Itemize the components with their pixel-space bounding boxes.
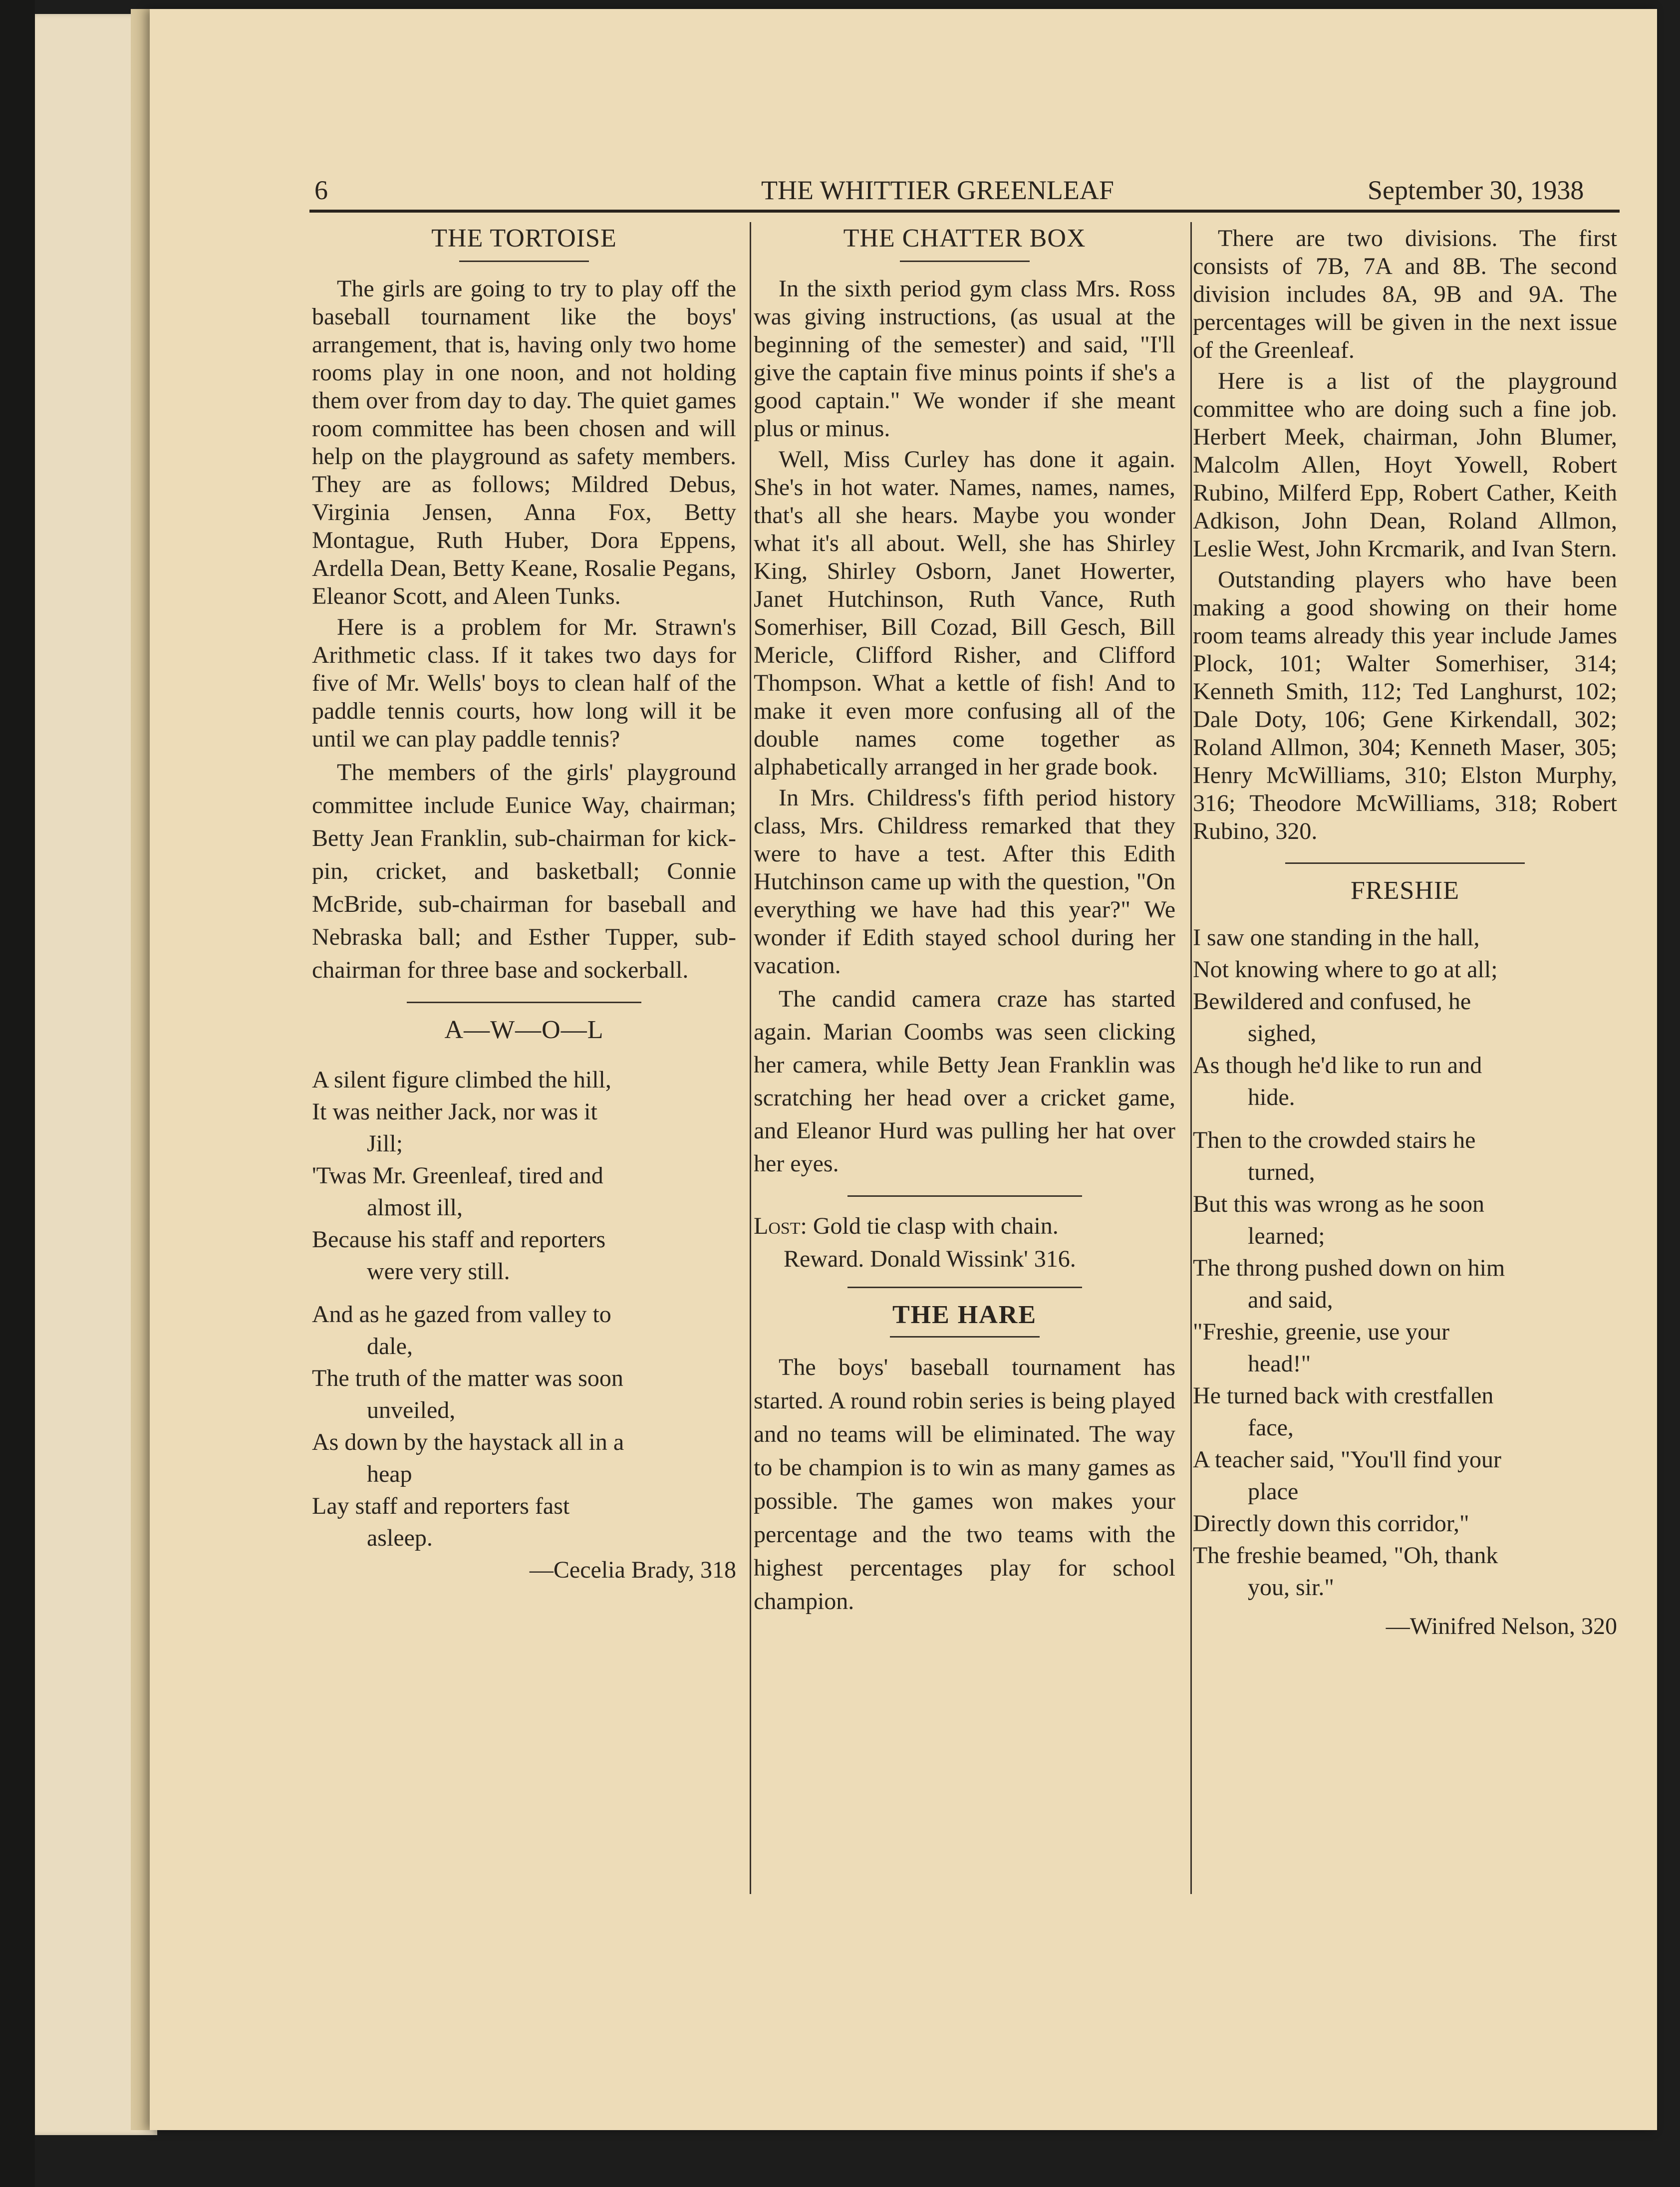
page-edge [131, 9, 151, 2130]
chatter-paragraph-4: The candid camera craze has started again. Marian Coombs was seen clicking her camera, while Betty Jean Franklin was scratching her head over a cricket game, and Eleanor Hurd was pulling her hat over her eyes. [754, 986, 1175, 1177]
page-number: 6 [314, 175, 328, 205]
chatter-box-heading: THE CHATTER BOX [843, 224, 1086, 253]
poem-line: Because his staff and reporters [312, 1226, 606, 1253]
poem-line: hide. [1248, 1084, 1295, 1110]
poem-line: But this was wrong as he soon [1193, 1191, 1484, 1217]
poem-line: almost ill, [367, 1194, 463, 1221]
paper-title: THE WHITTIER GREENLEAF [761, 175, 1114, 205]
page-header [165, 175, 1612, 210]
issue-date: September 30, 1938 [1368, 175, 1584, 205]
section-rule [847, 1287, 1082, 1288]
poem-line: A silent figure climbed the hill, [312, 1067, 611, 1093]
column-2 [754, 225, 1175, 1621]
column-3 [1193, 225, 1617, 1642]
poem-line: The freshie beamed, "Oh, thank [1193, 1542, 1498, 1569]
heading-rule [890, 1336, 1040, 1338]
poem-line: head!" [1248, 1351, 1311, 1377]
poem-line: The truth of the matter was soon [312, 1365, 623, 1391]
poem-line: and said, [1248, 1287, 1333, 1313]
poem-line: asleep. [367, 1525, 433, 1551]
hare-heading: THE HARE [892, 1301, 1037, 1329]
poem-line: As though he'd like to run and [1193, 1052, 1482, 1079]
chatter-paragraph-3: In Mrs. Childress's fifth period history class, Mrs. Childress remarked that they were to have a test. After this Edith Hutchinson came up with the question, "On everything we have had this year?" We wonder if Edith stayed school during her vacation. [754, 785, 1175, 979]
col3-paragraph-3: Outstanding players who have been making a good showing on their home room teams already this year include James Plock, 101; Walter Somerhiser, 314; Kenneth Smith, 112; Ted Langhurst, 102; Dale Doty, 106; Gene Kirkendall, 302; Roland Allmon, 304; Kenneth Maser, 305; Henry McWilliams, 310; Elston Murphy, 316; Theodore McWilliams, 318; Robert Rubino, 320. [1193, 566, 1617, 844]
lost-notice [754, 1210, 1175, 1276]
poem-line: And as he gazed from valley to [312, 1301, 611, 1328]
binding-edge [0, 0, 35, 2187]
freshie-poem [1193, 922, 1617, 1642]
chatter-paragraph-2: Well, Miss Curley has done it again. She's in hot water. Names, names, names, that's all she hears. Maybe you wonder what it's all about. Well, she has Shirley King, Shirley Osborn, Janet Howerter, Janet Hutchinson, Ruth Vance, Ruth Somerhiser, Bill Cozad, Bill Gesch, Bill Mericle, Clifford Risher, and Clifford Thompson. What a kettle of fish! And to make it even more confusing all of the double names come together as alphabetically arranged in her grade book. [754, 446, 1175, 780]
poem-line: "Freshie, greenie, use your [1193, 1319, 1450, 1345]
lost-label: Lost: [754, 1213, 807, 1239]
poem-line: you, sir." [1248, 1574, 1334, 1601]
section-rule [1285, 862, 1525, 864]
poem-line: place [1248, 1478, 1299, 1505]
section-rule [847, 1195, 1082, 1197]
col3-paragraph-1: There are two divisions. The first consists of 7B, 7A and 8B. The second division includes 8A, 9B and 9A. The percentages will be given in the next issue of the Greenleaf. [1193, 225, 1617, 363]
poem-line: dale, [367, 1333, 413, 1360]
awol-author: —Cecelia Brady, 318 [529, 1557, 736, 1583]
awol-heading: A—W—O—L [444, 1016, 604, 1044]
freshie-author: —Winifred Nelson, 320 [1386, 1613, 1617, 1640]
poem-line: unveiled, [367, 1397, 456, 1423]
poem-line: It was neither Jack, nor was it [312, 1098, 597, 1125]
poem-line: face, [1248, 1414, 1294, 1441]
tortoise-heading: THE TORTOISE [431, 224, 617, 253]
poem-line: The throng pushed down on him [1193, 1255, 1505, 1281]
hare-paragraph-1: The boys' baseball tournament has started. A round robin series is being played and no teams will be eliminated. The way to be champion is to win as many games as possible. The games won makes your percentage and the two teams with the highest percentages play for school champion. [754, 1354, 1175, 1615]
poem-line: A teacher said, "You'll find your [1193, 1446, 1501, 1473]
col3-paragraph-2: Here is a list of the playground committee who are doing such a fine job. Herbert Meek, chairman, John Blumer, Malcolm Allen, Hoyt Yowell, Robert Rubino, Milferd Epp, Robert Cather, Keith Adkison, John Dean, Roland Allmon, Leslie West, John Krcmarik, and Ivan Stern. [1193, 368, 1617, 562]
header-rule [309, 210, 1620, 213]
poem-line: Then to the crowded stairs he [1193, 1127, 1476, 1153]
lost-text: Gold tie clasp with chain. [813, 1213, 1059, 1239]
poem-line: Bewildered and confused, he [1193, 988, 1471, 1015]
poem-line: sighed, [1248, 1020, 1317, 1047]
column-divider-1 [750, 222, 751, 1894]
poem-line: He turned back with crestfallen [1193, 1382, 1494, 1409]
heading-rule [900, 261, 1030, 262]
poem-line: Jill; [367, 1130, 403, 1157]
awol-poem [312, 1064, 736, 1586]
poem-line: Directly down this corridor," [1193, 1510, 1469, 1537]
tortoise-paragraph-1: The girls are going to try to play off the baseball tournament like the boys' arrangement, that is, having only two home rooms play in one noon, and not holding them over from day to day. The quiet games room committee has been chosen and will help on the playground as safety members. They are as follows; Mildred Debus, Virginia Jensen, Anna Fox, Betty Montague, Ruth Huber, Dora Eppens, Ardella Dean, Betty Keane, Rosalie Pegans, Eleanor Scott, and Aleen Tunks. [312, 275, 736, 609]
section-rule [407, 1002, 641, 1003]
poem-line: turned, [1248, 1159, 1315, 1185]
freshie-heading: FRESHIE [1351, 876, 1459, 905]
column-divider-2 [1190, 222, 1192, 1894]
lost-reward: Reward. Donald Wissink' 316. [784, 1246, 1076, 1272]
poem-line: As down by the haystack all in a [312, 1429, 624, 1455]
chatter-paragraph-1: In the sixth period gym class Mrs. Ross was giving instructions, (as usual at the beginning of the semester) and said, "I'll give the captain five minus points if she's a good captain." We wonder if she meant plus or minus. [754, 275, 1175, 442]
poem-line: Not knowing where to go at all; [1193, 956, 1498, 983]
heading-rule [459, 261, 589, 262]
tortoise-paragraph-2: Here is a problem for Mr. Strawn's Arithmetic class. If it takes two days for five of Mr. Wells' boys to clean half of the paddle tennis courts, how long will it be until we can play paddle tennis? [312, 614, 736, 752]
tortoise-paragraph-3: The members of the girls' playground committee include Eunice Way, chairman; Betty Jean Franklin, sub-chairman for kick-pin, cricket, and basketball; Connie McBride, sub-chairman for baseball and Nebraska ball; and Esther Tupper, sub-chairman for three base and sockerball. [312, 759, 736, 983]
poem-line: learned; [1248, 1223, 1325, 1249]
poem-line: were very still. [367, 1258, 510, 1285]
poem-line: I saw one standing in the hall, [1193, 924, 1480, 951]
poem-line: 'Twas Mr. Greenleaf, tired and [312, 1162, 603, 1189]
column-1 [312, 225, 736, 1586]
poem-line: heap [367, 1461, 412, 1487]
poem-line: Lay staff and reporters fast [312, 1493, 570, 1519]
